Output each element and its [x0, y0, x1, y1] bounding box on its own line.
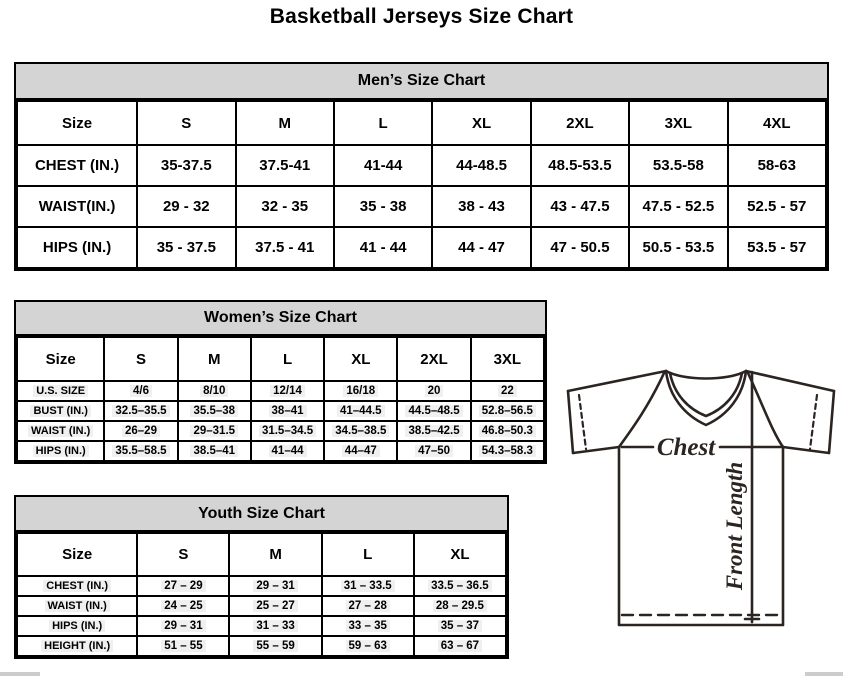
cell-text: 53.5 - 57 [747, 239, 807, 256]
cell-text: 35 – 37 [438, 620, 482, 632]
size-range-cell [178, 441, 251, 461]
cell-text: 31 – 33.5 [341, 580, 395, 592]
cell-text: 44 - 47 [458, 239, 505, 256]
cell-text: 32.5–35.5 [112, 405, 169, 417]
horizontal-scrollbar-fragment-right[interactable] [805, 672, 843, 676]
cell-text: WAIST(IN.) [38, 198, 116, 215]
size-range-cell [324, 421, 397, 441]
size-range-cell [397, 381, 470, 401]
cell-text: 26–29 [122, 425, 160, 437]
cell-text: 25 – 27 [253, 600, 297, 612]
cell-text: 50.5 - 53.5 [642, 239, 715, 256]
size-range-cell [137, 596, 229, 616]
youth-size-chart [14, 495, 509, 659]
row-label [17, 186, 137, 227]
row-label [17, 381, 104, 401]
jersey-outline-icon [568, 371, 834, 625]
cell-text: 44-48.5 [456, 157, 507, 174]
size-range-cell [414, 576, 506, 596]
cell-text: 35 - 37.5 [156, 239, 216, 256]
size-range-cell [251, 401, 324, 421]
size-range-cell [104, 441, 177, 461]
column-header: S [137, 101, 235, 145]
table-row [17, 145, 826, 186]
size-range-cell [334, 145, 432, 186]
cell-text: 44–47 [342, 445, 380, 457]
cell-text: 52.5 - 57 [747, 198, 807, 215]
cell-text: BUST (IN.) [30, 405, 90, 417]
cell-text: WAIST (IN.) [45, 600, 110, 612]
cell-text: HEIGHT (IN.) [41, 640, 113, 652]
size-range-cell [251, 421, 324, 441]
cell-text: 51 – 55 [161, 640, 205, 652]
row-label [17, 636, 137, 656]
mens-chart-title: Men’s Size Chart [16, 64, 827, 100]
cell-text: 24 – 25 [161, 600, 205, 612]
cell-text: 28 – 29.5 [433, 600, 487, 612]
cell-text: 29 – 31 [161, 620, 205, 632]
table-row [17, 381, 544, 401]
cell-text: 55 – 59 [253, 640, 297, 652]
size-range-cell [229, 596, 321, 616]
cell-text: 46.8–50.3 [479, 425, 536, 437]
cell-text: 47–50 [415, 445, 453, 457]
size-range-cell [104, 381, 177, 401]
cell-text: HIPS (IN.) [49, 620, 105, 632]
size-range-cell [471, 421, 544, 441]
size-range-cell [178, 421, 251, 441]
cell-text: 38–41 [269, 405, 307, 417]
cell-text: 35 - 38 [359, 198, 407, 215]
size-range-cell [137, 145, 235, 186]
table-row [17, 636, 506, 656]
cell-text: 47.5 - 52.5 [642, 198, 715, 215]
size-range-cell [324, 441, 397, 461]
cell-text: 27 – 28 [346, 600, 390, 612]
cell-text: 32 - 35 [261, 198, 309, 215]
womens-chart-title: Women’s Size Chart [16, 302, 545, 336]
column-header: L [322, 533, 414, 576]
cell-text: HIPS (IN.) [42, 239, 112, 256]
front-length-label: Front Length [722, 461, 747, 591]
column-header: XL [324, 337, 397, 381]
mens-size-chart [14, 62, 829, 271]
size-range-cell [397, 421, 470, 441]
jersey-measurement-diagram [556, 356, 840, 634]
cell-text: 29 – 31 [253, 580, 297, 592]
size-range-cell [414, 616, 506, 636]
size-range-cell [229, 636, 321, 656]
size-range-cell [322, 636, 414, 656]
womens-size-chart [14, 300, 547, 464]
row-label [17, 145, 137, 186]
size-range-cell [471, 441, 544, 461]
size-range-cell [728, 227, 826, 268]
size-range-cell [728, 145, 826, 186]
cell-text: 33 – 35 [346, 620, 390, 632]
size-range-cell [728, 186, 826, 227]
cell-text: 38 - 43 [458, 198, 505, 215]
cell-text: 22 [498, 385, 517, 397]
column-header: XL [414, 533, 506, 576]
row-label [17, 401, 104, 421]
size-range-cell [531, 145, 629, 186]
cell-text: 27 – 29 [161, 580, 205, 592]
size-range-cell [334, 186, 432, 227]
size-range-cell [137, 186, 235, 227]
header-row [17, 101, 826, 145]
row-label [17, 227, 137, 268]
cell-text: 29–31.5 [190, 425, 238, 437]
column-header: M [229, 533, 321, 576]
size-range-cell [178, 401, 251, 421]
column-header: L [334, 101, 432, 145]
size-range-cell [432, 186, 530, 227]
size-range-cell [236, 145, 334, 186]
womens-size-table [16, 336, 545, 462]
cell-text: 38.5–42.5 [405, 425, 462, 437]
cell-text: 29 - 32 [162, 198, 210, 215]
cell-text: 34.5–38.5 [332, 425, 389, 437]
column-header: 2XL [397, 337, 470, 381]
row-label [17, 596, 137, 616]
cell-text: CHEST (IN.) [43, 580, 111, 592]
size-range-cell [531, 227, 629, 268]
column-header: XL [432, 101, 530, 145]
size-range-cell [236, 186, 334, 227]
size-range-cell [251, 441, 324, 461]
cell-text: 31.5–34.5 [259, 425, 316, 437]
size-range-cell [178, 381, 251, 401]
cell-text: 37.5 - 41 [255, 239, 315, 256]
table-row [17, 227, 826, 268]
chest-label: Chest [656, 434, 716, 461]
column-header: 3XL [471, 337, 544, 381]
column-header: M [236, 101, 334, 145]
header-row [17, 337, 544, 381]
header-row [17, 533, 506, 576]
cell-text: 16/18 [343, 385, 378, 397]
table-row [17, 616, 506, 636]
size-range-cell [432, 227, 530, 268]
size-range-cell [414, 596, 506, 616]
size-range-cell [322, 616, 414, 636]
table-row [17, 186, 826, 227]
column-header: M [178, 337, 251, 381]
mens-size-table [16, 100, 827, 269]
size-range-cell [324, 401, 397, 421]
size-range-cell [137, 227, 235, 268]
cell-text: 35.5–58.5 [112, 445, 169, 457]
cell-text: 41-44 [363, 157, 403, 174]
cell-text: U.S. SIZE [33, 385, 88, 397]
cell-text: 58-63 [757, 157, 796, 174]
size-range-cell [229, 616, 321, 636]
size-range-cell [414, 636, 506, 656]
cell-text: 8/10 [200, 385, 228, 397]
cell-text: 59 – 63 [346, 640, 390, 652]
cell-text: 35.5–38 [190, 405, 238, 417]
size-range-cell [322, 576, 414, 596]
column-header: S [104, 337, 177, 381]
size-range-cell [334, 227, 432, 268]
cell-text: 20 [425, 385, 444, 397]
cell-text: 31 – 33 [253, 620, 297, 632]
page-title: Basketball Jerseys Size Chart [269, 5, 574, 28]
size-range-cell [137, 636, 229, 656]
size-range-cell [251, 381, 324, 401]
row-label [17, 576, 137, 596]
size-range-cell [104, 401, 177, 421]
cell-text: 63 – 67 [438, 640, 482, 652]
column-header: 3XL [629, 101, 727, 145]
cell-text: HIPS (IN.) [33, 445, 89, 457]
cell-text: 43 - 47.5 [550, 198, 610, 215]
table-row [17, 596, 506, 616]
table-row [17, 576, 506, 596]
cell-text: 41 - 44 [359, 239, 407, 256]
cell-text: 41–44 [269, 445, 307, 457]
size-range-cell [471, 401, 544, 421]
size-range-cell [397, 441, 470, 461]
size-range-cell [531, 186, 629, 227]
row-label [17, 441, 104, 461]
cell-text: 4/6 [130, 385, 152, 397]
size-range-cell [229, 576, 321, 596]
size-range-cell [629, 227, 727, 268]
cell-text: 37.5-41 [259, 157, 311, 174]
cell-text: WAIST (IN.) [28, 425, 93, 437]
column-header: Size [17, 533, 137, 576]
cell-text: 54.3–58.3 [479, 445, 536, 457]
youth-chart-title: Youth Size Chart [16, 497, 507, 532]
cell-text: CHEST (IN.) [34, 157, 120, 174]
size-range-cell [104, 421, 177, 441]
youth-size-table [16, 532, 507, 657]
column-header: 4XL [728, 101, 826, 145]
cell-text: 53.5-58 [652, 157, 704, 174]
row-label [17, 421, 104, 441]
size-range-cell [629, 145, 727, 186]
horizontal-scrollbar-fragment-left[interactable] [0, 672, 40, 676]
cell-text: 41–44.5 [337, 405, 385, 417]
cell-text: 47 - 50.5 [550, 239, 610, 256]
table-row [17, 441, 544, 461]
size-range-cell [324, 381, 397, 401]
size-range-cell [137, 616, 229, 636]
column-header: 2XL [531, 101, 629, 145]
size-range-cell [236, 227, 334, 268]
table-row [17, 421, 544, 441]
column-header: Size [17, 101, 137, 145]
size-range-cell [397, 401, 470, 421]
size-range-cell [432, 145, 530, 186]
cell-text: 38.5–41 [190, 445, 238, 457]
column-header: L [251, 337, 324, 381]
cell-text: 35-37.5 [160, 157, 212, 174]
size-range-cell [471, 381, 544, 401]
size-range-cell [629, 186, 727, 227]
size-range-cell [137, 576, 229, 596]
cell-text: 44.5–48.5 [405, 405, 462, 417]
cell-text: 48.5-53.5 [548, 157, 612, 174]
column-header: Size [17, 337, 104, 381]
column-header: S [137, 533, 229, 576]
size-range-cell [322, 596, 414, 616]
cell-text: 52.8–56.5 [479, 405, 536, 417]
cell-text: 33.5 – 36.5 [428, 580, 492, 592]
row-label [17, 616, 137, 636]
cell-text: 12/14 [270, 385, 305, 397]
table-row [17, 401, 544, 421]
